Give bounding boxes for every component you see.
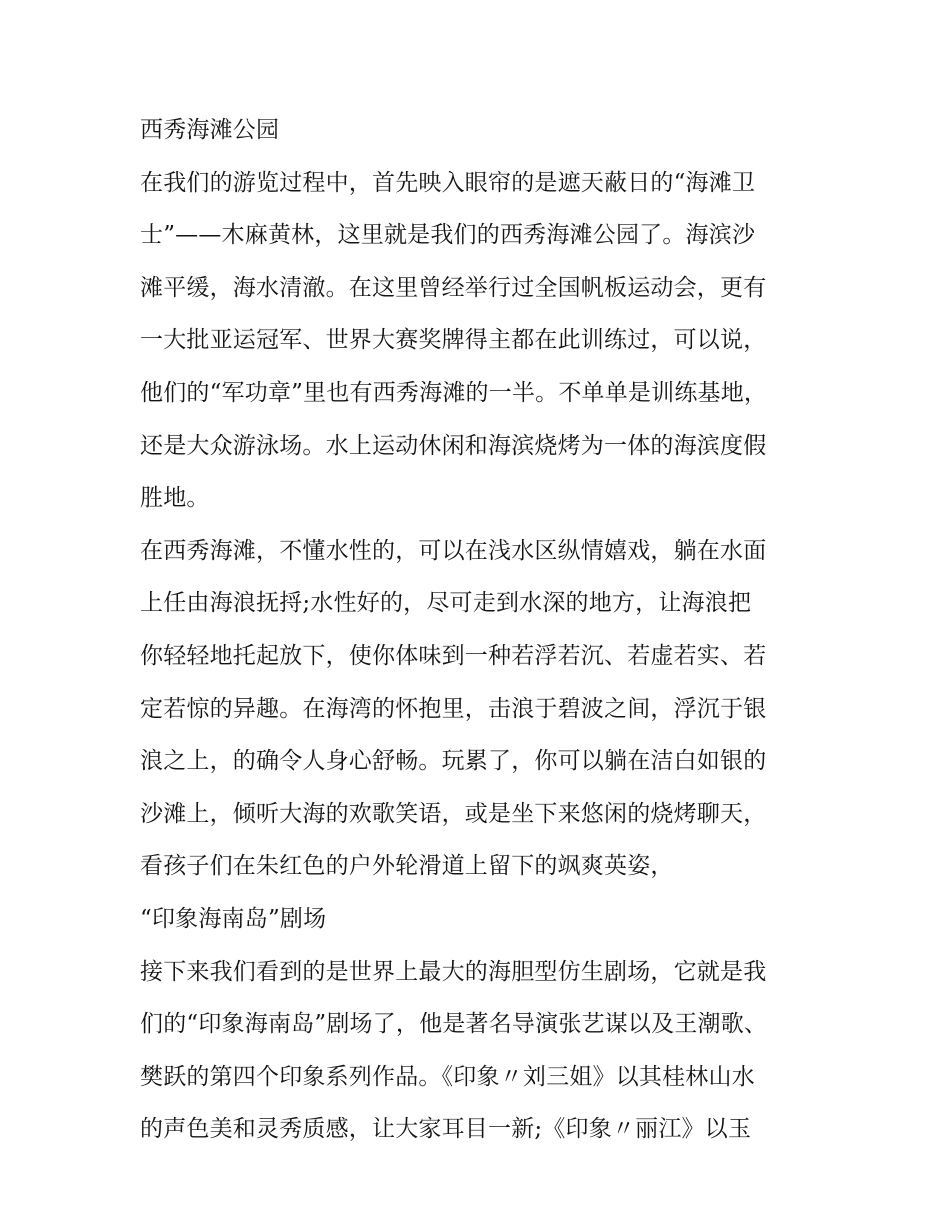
paragraph-line: 在我们的游览过程中，首先映入眼帘的是遮天蔽日的“海滩卫 — [140, 169, 756, 196]
paragraph-line: 士”——木麻黄林，这里就是我们的西秀海滩公园了。海滨沙 — [140, 222, 756, 249]
paragraph-line: 你轻轻地托起放下，使你体味到一种若浮若沉、若虚若实、若 — [140, 642, 767, 669]
document-body — [140, 110, 820, 1162]
paragraph-line: 上任由海浪抚捋;水性好的，尽可走到水深的地方，让海浪把 — [140, 590, 752, 617]
paragraph-line: 的声色美和灵秀质感，让大家耳目一新;《印象〃丽江》以玉 — [140, 1116, 752, 1143]
paragraph-line: 看孩子们在朱红色的户外轮滑道上留下的飒爽英姿， — [140, 853, 674, 880]
section-heading-xixiu-beach-park: 西秀海滩公园 — [140, 117, 280, 143]
paragraph-line: 定若惊的异趣。在海湾的怀抱里，击浪于碧波之间，浮沉于银 — [140, 695, 767, 722]
section-heading-impression-hainan-theater: “印象海南岛”剧场 — [140, 905, 327, 932]
paragraph-line: 还是大众游泳场。水上运动休闲和海滨烧烤为一体的海滨度假 — [140, 432, 767, 459]
paragraph-line: 一大批亚运冠军、世界大赛奖牌得主都在此训练过，可以说， — [140, 327, 767, 354]
paragraph-line: 胜地。 — [140, 485, 210, 512]
paragraph-line: 他们的“军功章”里也有西秀海滩的一半。不单单是训练基地， — [140, 379, 768, 406]
paragraph-line: 滩平缓，海水清澈。在这里曾经举行过全国帆板运动会，更有 — [140, 274, 767, 301]
paragraph-line: 在西秀海滩，不懂水性的，可以在浅水区纵情嬉戏，躺在水面 — [140, 537, 767, 564]
paragraph-line: 们的“印象海南岛”剧场了，他是著名导演张艺谋以及王潮歌、 — [140, 1011, 768, 1038]
paragraph-line: 樊跃的第四个印象系列作品。《印象〃刘三姐》以其桂林山水 — [140, 1063, 755, 1090]
paragraph-line: 浪之上，的确令人身心舒畅。玩累了，你可以躺在洁白如银的 — [140, 748, 767, 775]
paragraph-line: 接下来我们看到的是世界上最大的海胆型仿生剧场，它就是我 — [140, 958, 767, 985]
paragraph-line: 沙滩上，倾听大海的欢歌笑语，或是坐下来悠闲的烧烤聊天， — [140, 800, 767, 827]
